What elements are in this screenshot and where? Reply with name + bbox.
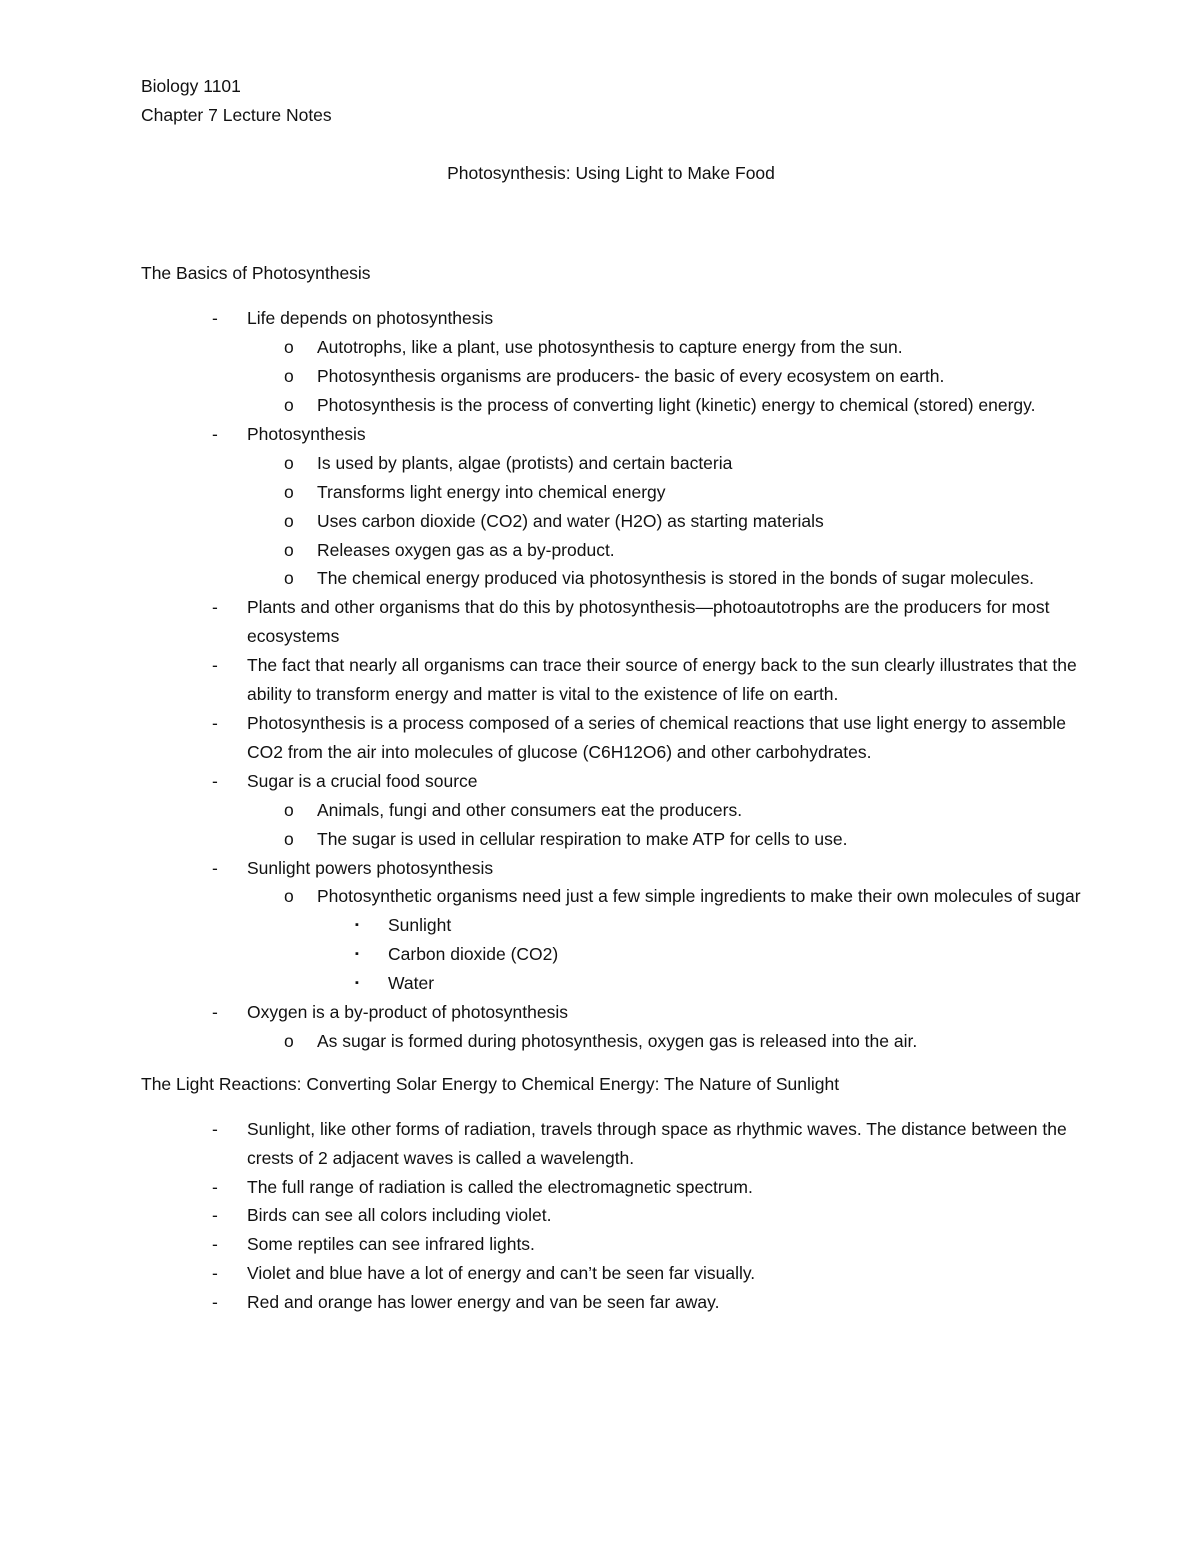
document-title: Photosynthesis: Using Light to Make Food [447, 162, 775, 183]
sub-bullet-item [141, 1027, 1081, 1056]
dash-bullet: - [212, 423, 218, 444]
bullet-text: Photosynthesis [247, 423, 366, 444]
dash-bullet: - [212, 770, 218, 791]
bullet-text: Sunlight powers photosynthesis [247, 857, 494, 878]
circle-bullet-icon: o [284, 799, 294, 820]
bullet-text: Sunlight, like other forms of radiation, travels through space as rhythmic waves. The distance between the crests of 2 adjacent waves is called a wavelength. [247, 1118, 1067, 1168]
circle-bullet-icon: o [284, 366, 294, 387]
sub-bullet-item [141, 449, 1081, 478]
bullet-text: The chemical energy produced via photosynthesis is stored in the bonds of sugar molecules. [317, 568, 1034, 589]
circle-bullet-icon: o [284, 510, 294, 531]
square-bullet-icon: ▪ [355, 948, 359, 961]
bullet-item [141, 651, 1081, 709]
sub-sub-bullet-item [141, 940, 1081, 969]
bullet-text: Transforms light energy into chemical energy [317, 481, 666, 502]
bullet-text: The full range of radiation is called the electromagnetic spectrum. [247, 1176, 753, 1197]
bullet-text: Photosynthesis is the process of converting light (kinetic) energy to chemical (stored) energy. [317, 395, 1036, 416]
bullet-item [141, 854, 1081, 883]
section [141, 1070, 1081, 1317]
bullet-item [141, 1288, 1081, 1317]
circle-bullet-icon: o [284, 539, 294, 560]
section-heading: The Basics of Photosynthesis [141, 263, 371, 284]
bullet-item [141, 1230, 1081, 1259]
dash-bullet: - [212, 308, 218, 329]
dash-bullet: - [212, 1002, 218, 1023]
bullet-text: Red and orange has lower energy and van be seen far away. [247, 1292, 720, 1313]
sub-bullet-item [141, 882, 1081, 911]
dash-bullet: - [212, 1292, 218, 1313]
notes-content [141, 259, 1081, 1317]
dash-bullet: - [212, 597, 218, 618]
bullet-text: Violet and blue have a lot of energy and can’t be seen far visually. [247, 1263, 756, 1284]
bullet-item [141, 304, 1081, 333]
sub-sub-bullet-item [141, 969, 1081, 998]
bullet-text: As sugar is formed during photosynthesis, oxygen gas is released into the air. [317, 1030, 918, 1051]
square-bullet-icon: ▪ [355, 977, 359, 990]
dash-bullet: - [212, 655, 218, 676]
bullet-text: Autotrophs, like a plant, use photosynthesis to capture energy from the sun. [317, 337, 903, 358]
bullet-text: The fact that nearly all organisms can trace their source of energy back to the sun clearly illustrates that the ability to transform energy and matter is vital to the existence of life on earth. [247, 655, 1077, 705]
circle-bullet-icon: o [284, 1030, 294, 1051]
bullet-text: Carbon dioxide (CO2) [388, 944, 559, 965]
section-heading: The Light Reactions: Converting Solar Energy to Chemical Energy: The Nature of Sunlight [141, 1073, 840, 1094]
dash-bullet: - [212, 1205, 218, 1226]
bullet-text: Some reptiles can see infrared lights. [247, 1234, 535, 1255]
sub-bullet-item [141, 825, 1081, 854]
bullet-text: Animals, fungi and other consumers eat the producers. [317, 799, 743, 820]
sub-bullet-item [141, 333, 1081, 362]
circle-bullet-icon: o [284, 568, 294, 589]
sub-bullet-item [141, 478, 1081, 507]
bullet-text: Sunlight [388, 915, 452, 936]
dash-bullet: - [212, 1118, 218, 1139]
circle-bullet-icon: o [284, 452, 294, 473]
chapter-label: Chapter 7 Lecture Notes [141, 104, 332, 125]
section [141, 259, 1081, 1055]
square-bullet-icon: ▪ [355, 919, 359, 932]
dash-bullet: - [212, 1234, 218, 1255]
bullet-item [141, 1201, 1081, 1230]
bullet-text: Releases oxygen gas as a by-product. [317, 539, 615, 560]
bullet-text: Oxygen is a by-product of photosynthesis [247, 1002, 569, 1023]
bullet-text: Photosynthetic organisms need just a few simple ingredients to make their own molecules of sugar [317, 886, 1081, 907]
circle-bullet-icon: o [284, 337, 294, 358]
bullet-item [141, 709, 1081, 767]
dash-bullet: - [212, 712, 218, 733]
bullet-item [141, 593, 1081, 651]
bullet-text: Water [388, 973, 435, 994]
bullet-text: Is used by plants, algae (protists) and certain bacteria [317, 452, 733, 473]
course-label: Biology 1101 [141, 76, 241, 96]
bullet-item [141, 1173, 1081, 1202]
bullet-text: Uses carbon dioxide (CO2) and water (H2O) as starting materials [317, 510, 824, 531]
bullet-text: Life depends on photosynthesis [247, 308, 494, 329]
bullet-text: Plants and other organisms that do this by photosynthesis—photoautotrophs are the producers for most ecosystems [247, 597, 1050, 647]
circle-bullet-icon: o [284, 828, 294, 849]
bullet-text: Photosynthesis organisms are producers- the basic of every ecosystem on earth. [317, 366, 945, 387]
sub-bullet-item [141, 536, 1081, 565]
bullet-text: The sugar is used in cellular respiration to make ATP for cells to use. [317, 828, 848, 849]
sub-bullet-item [141, 362, 1081, 391]
bullet-text: Sugar is a crucial food source [247, 770, 478, 791]
dash-bullet: - [212, 1263, 218, 1284]
bullet-item [141, 1259, 1081, 1288]
document-page [141, 72, 1081, 1317]
dash-bullet: - [212, 857, 218, 878]
bullet-item [141, 998, 1081, 1027]
bullet-text: Birds can see all colors including violet. [247, 1205, 552, 1226]
bullet-item [141, 420, 1081, 449]
sub-bullet-item [141, 564, 1081, 593]
sub-sub-bullet-item [141, 911, 1081, 940]
bullet-item [141, 1115, 1081, 1173]
dash-bullet: - [212, 1176, 218, 1197]
circle-bullet-icon: o [284, 886, 294, 907]
circle-bullet-icon: o [284, 481, 294, 502]
sub-bullet-item [141, 391, 1081, 420]
sub-bullet-item [141, 507, 1081, 536]
circle-bullet-icon: o [284, 395, 294, 416]
bullet-text: Photosynthesis is a process composed of a series of chemical reactions that use light energy to assemble CO2 from the air into molecules of glucose (C6H12O6) and other carbohydrates. [247, 712, 1067, 762]
sub-bullet-item [141, 796, 1081, 825]
bullet-item [141, 767, 1081, 796]
